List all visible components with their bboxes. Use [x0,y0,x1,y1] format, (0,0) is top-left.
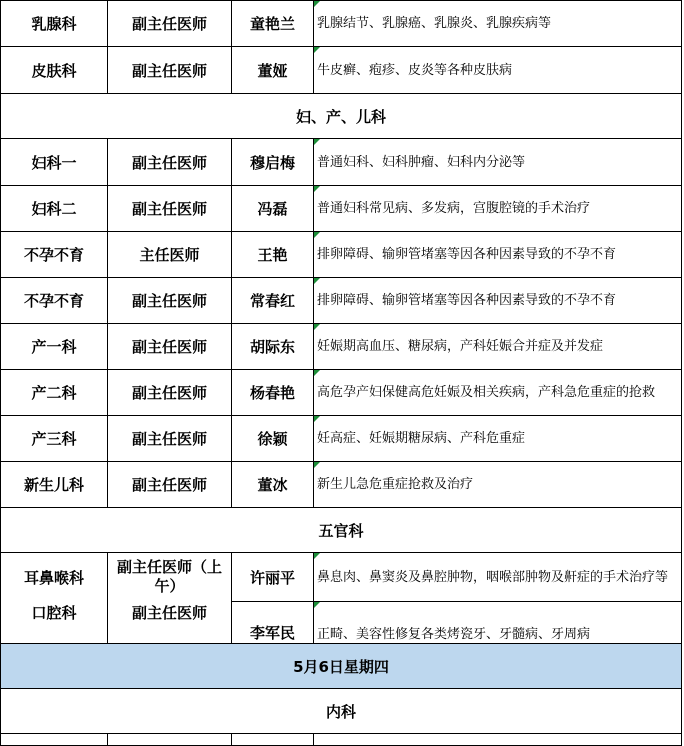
table-row [1,370,682,416]
doctor-cell[interactable]: 董冰 [232,462,314,508]
section-header-row [1,508,682,553]
title-cell[interactable]: 副主任医师 [108,462,232,508]
dept-cell[interactable]: 妇科一 [1,139,108,186]
table-row [1,416,682,462]
title-cell[interactable]: 主任医师 [108,232,232,278]
table-row [1,462,682,508]
specialty-cell[interactable]: 排卵障碍、输卵管堵塞等因各种因素导致的不孕不育 [314,278,682,324]
doctor-cell[interactable]: 常春红 [232,278,314,324]
dept-cell[interactable]: 产三科 [1,416,108,462]
specialty-cell[interactable]: 普通妇科常见病、多发病，宫腹腔镜的手术治疗 [314,186,682,232]
dept-cell[interactable] [1,734,108,746]
section-header-row [1,689,682,734]
title-cell[interactable]: 副主任医师 [108,186,232,232]
title-cell[interactable]: 副主任医师 [108,1,232,47]
title-cell[interactable]: 副主任医师 [108,139,232,186]
title-cell[interactable]: 副主任医师 [108,416,232,462]
title-cell[interactable]: 副主任医师（上午） [108,553,232,602]
specialty-cell[interactable]: 鼻息肉、鼻窦炎及鼻腔肿物，咽喉部肿物及鼾症的手术治疗等 [314,553,682,602]
specialty-cell[interactable]: 妊高症、妊娠期糖尿病、产科危重症 [314,416,682,462]
title-cell[interactable]: 副主任医师 [108,602,232,644]
specialty-cell[interactable]: 乳腺结节、乳腺癌、乳腺炎、乳腺疾病等 [314,1,682,47]
doctor-cell[interactable]: 穆启梅 [232,139,314,186]
section-obgyn[interactable]: 妇、产、儿科 [1,94,682,139]
section-wuguan[interactable]: 五官科 [1,508,682,553]
dept-cell[interactable]: 口腔科 [1,602,108,644]
specialty-cell[interactable]: 普通妇科、妇科肿瘤、妇科内分泌等 [314,139,682,186]
section-neike[interactable]: 内科 [1,689,682,734]
table-row [1,324,682,370]
specialty-cell[interactable]: 高危孕产妇保健高危妊娠及相关疾病，产科急危重症的抢救 [314,370,682,416]
doctor-cell[interactable]: 杨春艳 [232,370,314,416]
table-row [1,186,682,232]
doctor-cell[interactable]: 徐颖 [232,416,314,462]
date-header-row [1,644,682,689]
title-cell[interactable]: 副主任医师 [108,278,232,324]
table-row [1,232,682,278]
doctor-cell[interactable]: 胡际东 [232,324,314,370]
title-cell[interactable]: 副主任医师 [108,47,232,94]
doctor-cell[interactable]: 董娅 [232,47,314,94]
dept-cell[interactable]: 乳腺科 [1,1,108,47]
specialty-cell[interactable]: 排卵障碍、输卵管堵塞等因各种因素导致的不孕不育 [314,232,682,278]
specialty-cell[interactable] [314,734,682,746]
dept-cell[interactable]: 产一科 [1,324,108,370]
dept-cell[interactable]: 不孕不育 [1,278,108,324]
dept-cell[interactable]: 不孕不育 [1,232,108,278]
dept-cell[interactable]: 产二科 [1,370,108,416]
dept-cell[interactable]: 耳鼻喉科 [1,553,108,602]
doctor-cell[interactable]: 冯磊 [232,186,314,232]
specialty-cell[interactable]: 新生儿急危重症抢救及治疗 [314,462,682,508]
doctor-cell[interactable]: 李军民 [232,602,314,644]
title-cell[interactable]: 副主任医师 [108,370,232,416]
specialty-cell[interactable]: 妊娠期高血压、糖尿病，产科妊娠合并症及并发症 [314,324,682,370]
dept-cell[interactable]: 皮肤科 [1,47,108,94]
dept-cell[interactable]: 新生儿科 [1,462,108,508]
table-row [1,47,682,94]
section-header-row [1,94,682,139]
doctor-cell[interactable] [232,734,314,746]
doctor-cell[interactable]: 许丽平 [232,553,314,602]
table-row [1,734,682,746]
dept-cell[interactable]: 妇科二 [1,186,108,232]
title-cell[interactable] [108,734,232,746]
date-header[interactable]: 5月6日星期四 [1,644,682,689]
table-row [1,139,682,186]
doctor-cell[interactable]: 童艳兰 [232,1,314,47]
doctor-cell[interactable]: 王艳 [232,232,314,278]
table-row [1,278,682,324]
table-row [1,553,682,602]
table-row [1,602,682,644]
table-row [1,1,682,47]
specialty-cell[interactable]: 牛皮癣、疱疹、皮炎等各种皮肤病 [314,47,682,94]
title-cell[interactable]: 副主任医师 [108,324,232,370]
specialty-cell[interactable]: 正畸、美容性修复各类烤瓷牙、牙髓病、牙周病 [314,602,682,644]
